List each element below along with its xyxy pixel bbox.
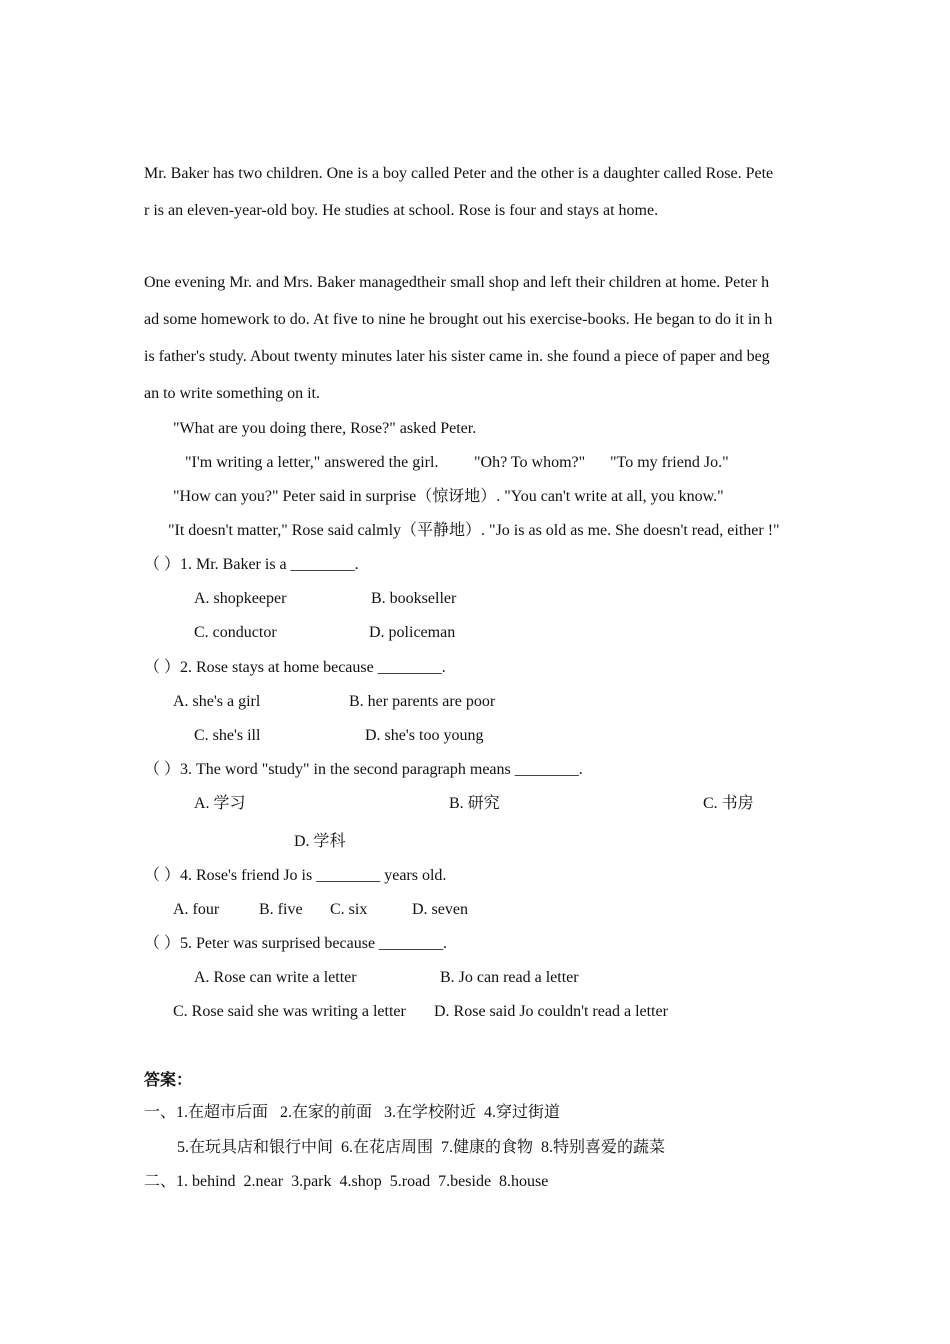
question-2: （ ）2. Rose stays at home because ________. (144, 659, 446, 676)
option: B. five (259, 901, 303, 918)
answer-line: 一、1.在超市后面 2.在家的前面 3.在学校附近 4.穿过街道 (144, 1104, 561, 1121)
dialogue-line: "How can you?" Peter said in surprise（惊讶地）. "You can't write at all, you know." (173, 488, 724, 505)
passage-line: ad some homework to do. At five to nine he brought out his exercise-books. He began to do it in h (144, 311, 773, 328)
passage-line: One evening Mr. and Mrs. Baker managedtheir small shop and left their children at home. Peter h (144, 274, 770, 291)
dialogue-line: "What are you doing there, Rose?" asked Peter. (173, 420, 477, 437)
option: D. 学科 (294, 833, 346, 850)
option: C. 书房 (703, 795, 754, 812)
question-3: （ ）3. The word "study" in the second paragraph means ________. (144, 761, 583, 778)
answer-line: 5.在玩具店和银行中间 6.在花店周围 7.健康的食物 8.特别喜爱的蔬菜 (177, 1139, 666, 1156)
option: B. Jo can read a letter (440, 969, 579, 986)
option: A. four (173, 901, 220, 918)
question-1: （ ）1. Mr. Baker is a ________. (144, 556, 359, 573)
dialogue-line: "Oh? To whom?" (474, 454, 586, 471)
answers-heading: 答案： (144, 1072, 193, 1089)
option: C. Rose said she was writing a letter (173, 1003, 406, 1020)
passage-line: r is an eleven-year-old boy. He studies at school. Rose is four and stays at home. (144, 202, 659, 219)
dialogue-line: "To my friend Jo." (610, 454, 729, 471)
option: B. 研究 (449, 795, 500, 812)
answer-line: 二、1. behind 2.near 3.park 4.shop 5.road 7.beside 8.house (144, 1173, 549, 1190)
option: C. conductor (194, 624, 277, 641)
passage-line: Mr. Baker has two children. One is a boy called Peter and the other is a daughter called Rose. Pete (144, 165, 774, 182)
option: D. policeman (369, 624, 456, 641)
dialogue-line: "It doesn't matter," Rose said calmly（平静地）. "Jo is as old as me. She doesn't read, either !" (168, 522, 780, 539)
option: A. 学习 (194, 795, 246, 812)
question-4: （ ）4. Rose's friend Jo is ________ years old. (144, 867, 447, 884)
passage-line: is father's study. About twenty minutes later his sister came in. she found a piece of paper and beg (144, 348, 770, 365)
option: C. six (330, 901, 368, 918)
option: D. seven (412, 901, 468, 918)
option: B. bookseller (371, 590, 457, 607)
question-5: （ ）5. Peter was surprised because ________. (144, 935, 448, 952)
option: A. Rose can write a letter (194, 969, 357, 986)
passage-line: an to write something on it. (144, 385, 320, 402)
option: B. her parents are poor (349, 693, 496, 710)
option: A. shopkeeper (194, 590, 287, 607)
option: A. she's a girl (173, 693, 261, 710)
option: C. she's ill (194, 727, 261, 744)
dialogue-line: "I'm writing a letter," answered the girl. (185, 454, 439, 471)
option: D. Rose said Jo couldn't read a letter (434, 1003, 668, 1020)
option: D. she's too young (365, 727, 484, 744)
